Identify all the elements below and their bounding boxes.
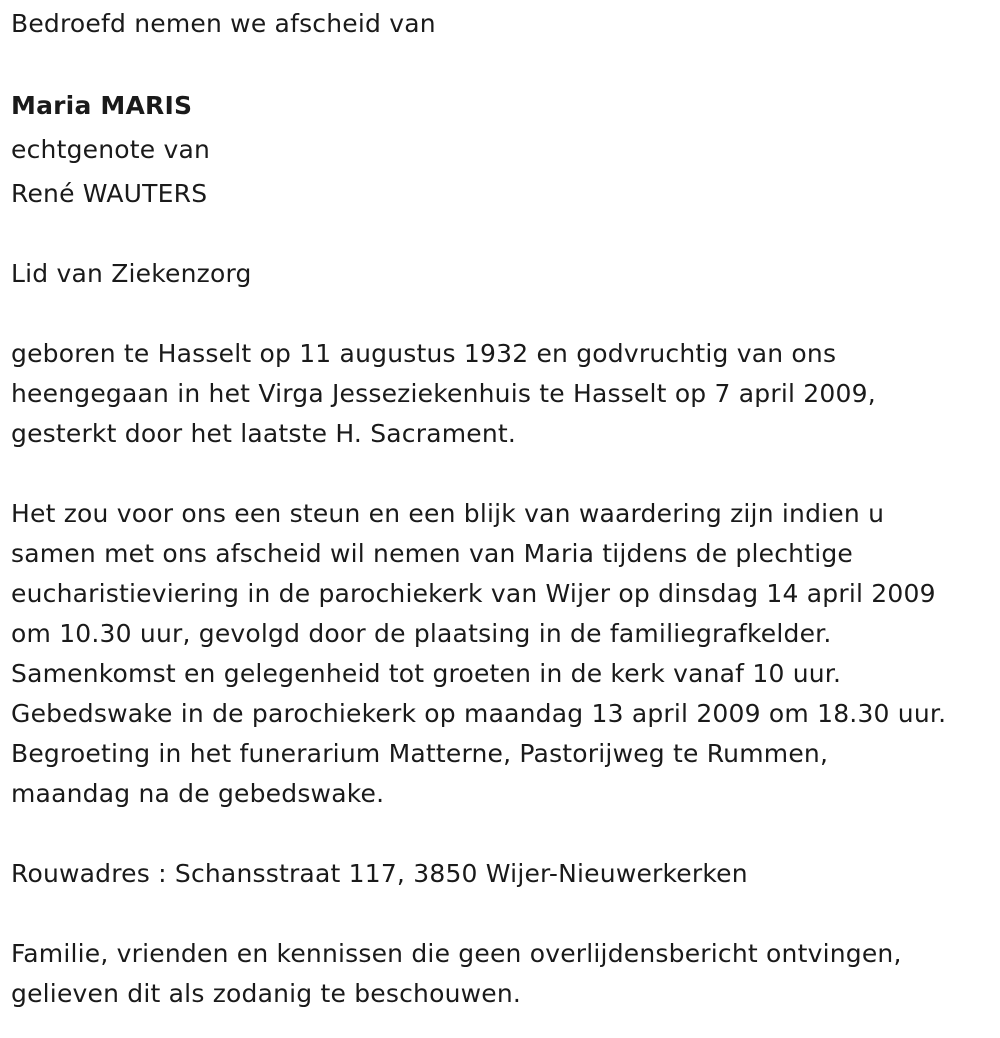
spacer	[11, 44, 990, 84]
spouse-label: echtgenote van	[11, 135, 211, 164]
paragraph-line: geboren te Hasselt op 11 augustus 1932 en godvruchtig van ons	[11, 339, 837, 368]
paragraph-line: Begroeting in het funerarium Matterne, Pastorijweg te Rummen,	[11, 739, 829, 768]
paragraph-line: Het zou voor ons een steun en een blijk van waardering zijn indien u	[11, 499, 885, 528]
deceased-name: Maria MARIS	[11, 91, 193, 120]
paragraph-line: Samenkomst en gelegenheid tot groeten in de kerk vanaf 10 uur.	[11, 659, 842, 688]
spouse-name: René WAUTERS	[11, 179, 208, 208]
ceremony-paragraph	[11, 494, 990, 814]
spacer	[11, 814, 990, 854]
spacer	[11, 214, 990, 254]
spacer	[11, 894, 990, 934]
paragraph-line: Familie, vrienden en kennissen die geen overlijdensbericht ontvingen,	[11, 939, 902, 968]
paragraph-line: maandag na de gebedswake.	[11, 779, 385, 808]
paragraph-line: heengegaan in het Virga Jesseziekenhuis te Hasselt op 7 april 2009,	[11, 379, 876, 408]
membership-text: Lid van Ziekenzorg	[11, 259, 252, 288]
intro-text: Bedroefd nemen we afscheid van	[11, 9, 436, 38]
spacer	[11, 294, 990, 334]
paragraph-line: gesterkt door het laatste H. Sacrament.	[11, 419, 517, 448]
paragraph-line: om 10.30 uur, gevolgd door de plaatsing in de familiegrafkelder.	[11, 619, 832, 648]
paragraph-line: gelieven dit als zodanig te beschouwen.	[11, 979, 522, 1008]
paragraph-line: eucharistieviering in de parochiekerk van Wijer op dinsdag 14 april 2009	[11, 579, 936, 608]
spacer	[11, 454, 990, 494]
mourning-address: Rouwadres : Schansstraat 117, 3850 Wijer-Nieuwerkerken	[11, 859, 748, 888]
birth-paragraph	[11, 334, 990, 454]
paragraph-line: samen met ons afscheid wil nemen van Maria tijdens de plechtige	[11, 539, 854, 568]
closing-paragraph	[11, 934, 990, 1014]
paragraph-line: Gebedswake in de parochiekerk op maandag 13 april 2009 om 18.30 uur.	[11, 699, 947, 728]
